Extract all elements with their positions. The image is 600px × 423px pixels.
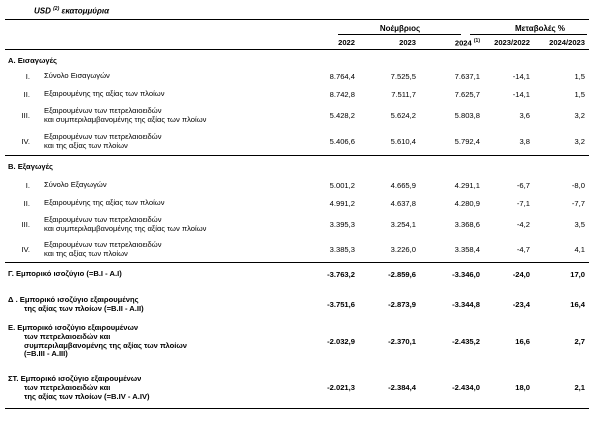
- balance-c24: 2,1: [574, 383, 585, 392]
- export-row-label-line: Σύνολο Εξαγωγών: [44, 180, 107, 189]
- balance-c24: 16,4: [570, 300, 585, 309]
- import-row-c23: -14,1: [512, 72, 530, 81]
- export-row-v2022: 3.395,3: [329, 220, 355, 229]
- balance-label: [8, 324, 187, 359]
- balance-label-line: της αξίας των πλοίων (=B.IV - A.IV): [24, 391, 150, 401]
- balance-label-line: των πετρελαιοειδών και: [24, 382, 111, 392]
- section-exports-title: B. Εξαγωγές: [8, 162, 53, 171]
- import-row-v2022: 5.406,6: [329, 137, 355, 146]
- export-row-roman: III.: [21, 220, 30, 229]
- export-row-c24: -8,0: [571, 181, 585, 190]
- section-divider-rule: [5, 155, 589, 156]
- import-row-v2023: 7.511,7: [391, 90, 416, 99]
- balance-v2022: -2.021,3: [327, 383, 355, 392]
- import-row-label-line: και συμπεριλαμβανομένης της αξίας των πλοίων: [44, 114, 207, 124]
- header-november-rule: [338, 34, 461, 35]
- balance-c23: -24,0: [512, 270, 530, 279]
- import-row-c24: 1,5: [574, 90, 585, 99]
- export-row-c24: 3,5: [574, 220, 585, 229]
- import-row-c24: 3,2: [574, 111, 585, 120]
- balance-label: [8, 296, 144, 314]
- balance-v2024: -3.346,0: [452, 270, 480, 279]
- section-imports-title: A. Εισαγωγές: [8, 56, 57, 65]
- bottom-rule: [5, 408, 589, 409]
- export-row-v2023: 3.226,0: [390, 245, 416, 254]
- unit-label: USD: [34, 6, 51, 16]
- export-row-v2023: 3.254,1: [390, 220, 416, 229]
- balance-v2024: -2.435,2: [452, 337, 480, 346]
- balance-label-line: συμπεριλαμβανομένης της αξίας των πλοίων: [24, 340, 188, 350]
- export-row-v2024: 3.358,4: [454, 245, 480, 254]
- header-changes: Μεταβολές %: [514, 24, 566, 33]
- balance-label-line: ΣΤ. Εμπορικό ισοζύγιο εξαιρουμένων: [8, 374, 142, 383]
- balance-v2022: -3.763,2: [327, 270, 355, 279]
- top-rule: [5, 19, 589, 20]
- import-row-c24: 1,5: [574, 72, 585, 81]
- export-row-c23: -7,1: [516, 199, 530, 208]
- import-row-v2023: 5.610,4: [390, 137, 416, 146]
- balance-label-line: των πετρελαιοειδών και: [24, 331, 111, 341]
- import-row-c23: 3,8: [519, 137, 530, 146]
- import-row-v2022: 5.428,2: [329, 111, 355, 120]
- balance-c23: -23,4: [512, 300, 530, 309]
- export-row-c23: -4,7: [516, 245, 530, 254]
- export-row-label: [44, 199, 165, 208]
- balance-v2022: -3.751,6: [327, 300, 355, 309]
- balance-c24: 2,7: [574, 337, 585, 346]
- col-2024: [426, 38, 480, 48]
- import-row-label: [44, 133, 162, 150]
- balance-label: [8, 270, 122, 279]
- import-row-v2024: 5.792,4: [454, 137, 480, 146]
- unit-caption: [34, 6, 109, 16]
- import-row-roman: I.: [25, 72, 30, 81]
- header-november: Νοέμβριος: [379, 24, 421, 33]
- balance-v2024: -2.434,0: [452, 383, 480, 392]
- balance-label-line: Δ . Εμπορικό ισοζύγιο εξαιρουμένης: [8, 295, 139, 304]
- export-row-label-line: Εξαιρουμένης της αξίας των πλοίων: [44, 198, 165, 207]
- import-row-label-line: Εξαιρουμένων των πετρελαιοειδών: [44, 132, 162, 141]
- export-row-label: [44, 241, 162, 258]
- export-row-label: [44, 181, 107, 190]
- export-row-c23: -6,7: [516, 181, 530, 190]
- header-bottom-rule: [5, 49, 589, 50]
- import-row-v2022: 8.764,4: [329, 72, 355, 81]
- balance-label-line: Ε. Εμπορικό ισοζύγιο εξαιρουμένων: [8, 323, 139, 332]
- col-chg-2024: 2024/2023: [549, 38, 585, 47]
- import-row-c23: -14,1: [512, 90, 530, 99]
- balance-v2024: -3.344,8: [452, 300, 480, 309]
- export-row-label: [44, 216, 206, 233]
- balance-v2023: -2.384,4: [388, 383, 416, 392]
- export-row-v2024: 4.291,1: [454, 181, 480, 190]
- export-row-v2022: 5.001,2: [329, 181, 355, 190]
- balance-v2022: -2.032,9: [327, 337, 355, 346]
- export-row-v2024: 4.280,9: [454, 199, 480, 208]
- import-row-v2024: 5.803,8: [454, 111, 480, 120]
- import-row-label-line: και της αξίας των πλοίων: [44, 140, 128, 150]
- col-2024-note: (1): [473, 38, 480, 44]
- import-row-label: [44, 90, 165, 99]
- balance-c24: 17,0: [570, 270, 585, 279]
- balance-c23: 18,0: [515, 383, 530, 392]
- balance-label-line: της αξίας των πλοίων (=B.II - A.II): [24, 303, 144, 313]
- header-changes-rule: [470, 34, 587, 35]
- unit-note: (2): [53, 6, 60, 12]
- import-row-roman: II.: [23, 90, 30, 99]
- balances-top-rule: [5, 262, 589, 263]
- export-row-v2022: 4.991,2: [329, 199, 355, 208]
- export-row-roman: II.: [23, 199, 30, 208]
- col-chg-2023: 2023/2022: [494, 38, 530, 47]
- export-row-c24: -7,7: [571, 199, 585, 208]
- import-row-v2024: 7.637,1: [454, 72, 480, 81]
- export-row-v2024: 3.368,6: [454, 220, 480, 229]
- balance-label-line: Γ. Εμπορικό ισοζύγιο (=B.I - A.I): [8, 269, 122, 278]
- balance-v2023: -2.859,6: [388, 270, 416, 279]
- import-row-v2022: 8.742,8: [329, 90, 355, 99]
- import-row-label-line: Εξαιρουμένων των πετρελαιοειδών: [44, 106, 162, 115]
- unit-suffix: εκατομμύρια: [61, 6, 110, 16]
- import-row-v2023: 5.624,2: [390, 111, 416, 120]
- import-row-roman: IV.: [21, 137, 30, 146]
- import-row-v2024: 7.625,7: [454, 90, 480, 99]
- export-row-c24: 4,1: [574, 245, 585, 254]
- import-row-c24: 3,2: [574, 137, 585, 146]
- import-row-v2023: 7.525,5: [390, 72, 416, 81]
- balance-label-line: (=B.III - A.III): [24, 349, 68, 359]
- import-row-label: [44, 107, 206, 124]
- export-row-roman: IV.: [21, 245, 30, 254]
- balance-c23: 16,6: [515, 337, 530, 346]
- col-2023: 2023: [399, 38, 416, 47]
- balance-v2023: -2.370,1: [388, 337, 416, 346]
- import-row-c23: 3,6: [519, 111, 530, 120]
- export-row-v2022: 3.385,3: [329, 245, 355, 254]
- export-row-label-line: και της αξίας των πλοίων: [44, 248, 128, 258]
- balance-v2023: -2.873,9: [388, 300, 416, 309]
- export-row-v2023: 4.637,8: [390, 199, 416, 208]
- export-row-label-line: Εξαιρουμένων των πετρελαιοειδών: [44, 240, 162, 249]
- export-row-label-line: και συμπεριλαμβανομένης της αξίας των πλοίων: [44, 223, 207, 233]
- import-row-roman: III.: [21, 111, 30, 120]
- export-row-label-line: Εξαιρουμένων των πετρελαιοειδών: [44, 215, 162, 224]
- balance-label: [8, 375, 150, 401]
- export-row-roman: I.: [25, 181, 30, 190]
- export-row-c23: -4,2: [516, 220, 530, 229]
- import-row-label-line: Εξαιρουμένης της αξίας των πλοίων: [44, 89, 165, 98]
- col-2022: 2022: [338, 38, 355, 47]
- col-2024-label: 2024: [454, 38, 472, 48]
- import-row-label-line: Σύνολο Εισαγωγών: [44, 71, 110, 80]
- export-row-v2023: 4.665,9: [390, 181, 416, 190]
- import-row-label: [44, 72, 110, 81]
